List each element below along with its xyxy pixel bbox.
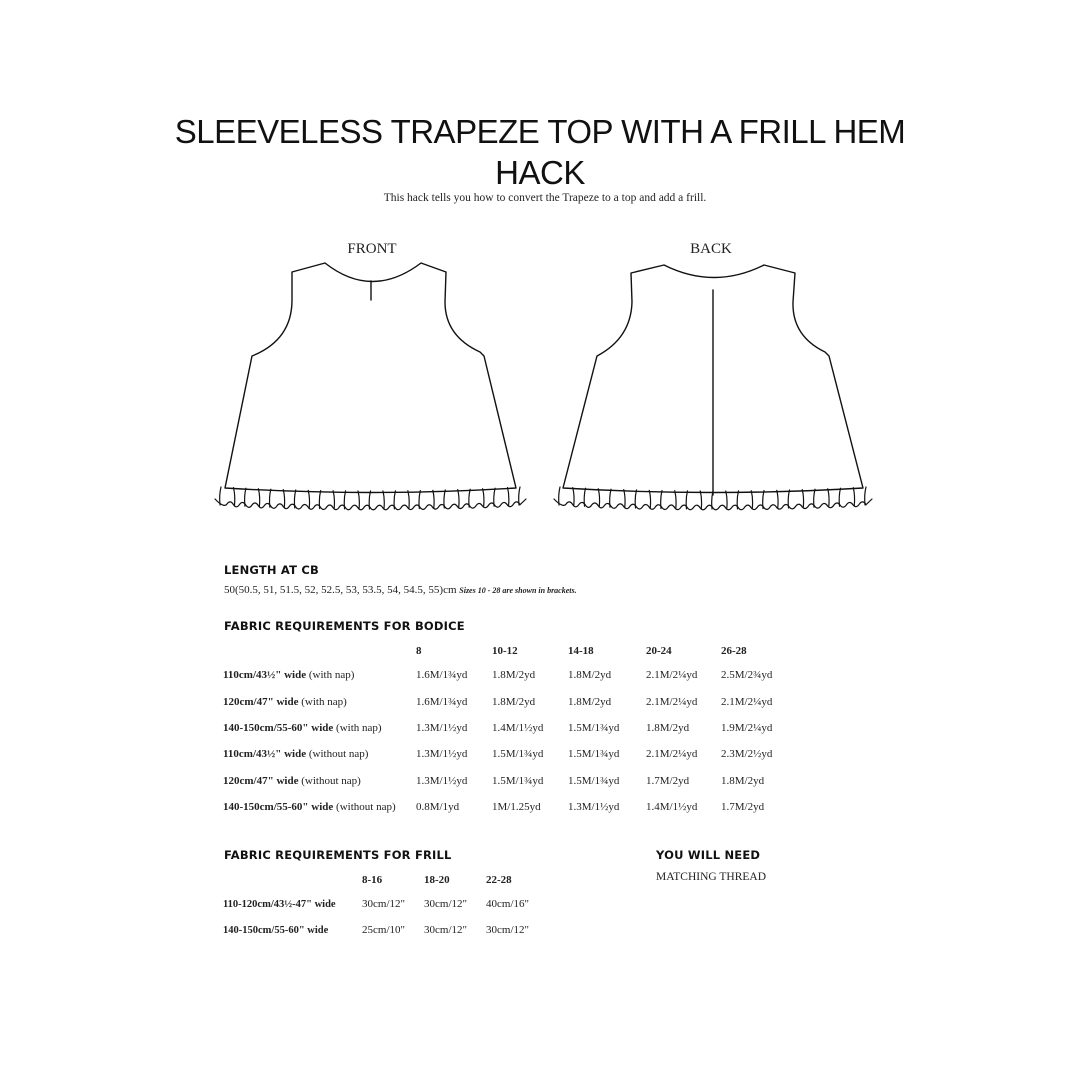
table-cell: 40cm/16" bbox=[486, 898, 529, 910]
bodice-header-blank bbox=[223, 640, 416, 662]
table-cell: 1.7M/2yd bbox=[721, 801, 765, 814]
table-cell: 1.8M/2yd bbox=[492, 695, 536, 708]
subtitle: This hack tells you how to convert the Trapeze to a top and add a frill. bbox=[383, 192, 707, 204]
table-cell: 1.5M/1¾yd bbox=[568, 721, 620, 734]
fabric-width: 120cm/47" wide bbox=[223, 774, 299, 787]
bodice-col-header: 14-18 bbox=[568, 645, 594, 657]
table-cell: 2.1M/2¼yd bbox=[646, 669, 698, 682]
table-cell: 2.1M/2¼yd bbox=[721, 695, 773, 708]
front-view-label: FRONT bbox=[347, 241, 397, 257]
bodice-table bbox=[223, 640, 791, 820]
table-cell: 25cm/10" bbox=[362, 924, 405, 936]
table-cell: 30cm/12" bbox=[362, 898, 405, 910]
row-label bbox=[223, 741, 416, 767]
frill-header-row bbox=[223, 869, 546, 891]
table-row bbox=[223, 688, 791, 714]
table-row bbox=[223, 891, 546, 917]
row-label bbox=[223, 768, 416, 794]
table-cell: 30cm/12" bbox=[486, 924, 529, 936]
frill-col-header: 8-16 bbox=[362, 874, 383, 886]
table-cell: 1.3M/1½yd bbox=[416, 748, 468, 761]
table-row bbox=[223, 662, 791, 688]
table-row bbox=[223, 768, 791, 794]
row-label: 110-120cm/43½-47" wide bbox=[223, 898, 336, 910]
table-cell: 30cm/12" bbox=[424, 924, 467, 936]
table-cell: 2.1M/2¼yd bbox=[646, 695, 698, 708]
table-cell: 1.8M/2yd bbox=[646, 721, 690, 734]
you-will-need-item: MATCHING THREAD bbox=[656, 871, 766, 883]
bodice-heading: FABRIC REQUIREMENTS FOR BODICE bbox=[224, 619, 465, 633]
fabric-width: 140-150cm/55-60" wide bbox=[223, 801, 334, 814]
nap-note: (with nap) bbox=[298, 695, 347, 708]
fabric-width: 110cm/43½" wide bbox=[223, 748, 307, 761]
table-cell: 30cm/12" bbox=[424, 898, 467, 910]
table-cell: 2.3M/2½yd bbox=[721, 748, 773, 761]
row-label bbox=[223, 715, 416, 741]
table-cell: 1.6M/1¾yd bbox=[416, 669, 468, 682]
nap-note: (without nap) bbox=[298, 774, 361, 787]
length-row bbox=[224, 584, 577, 596]
bodice-header-row bbox=[223, 640, 791, 662]
table-cell: 1.9M/2¼yd bbox=[721, 721, 773, 734]
title-line-1: SLEEVELESS TRAPEZE TOP WITH A FRILL HEM bbox=[174, 113, 906, 150]
title-line-2: HACK bbox=[495, 154, 585, 191]
length-heading: LENGTH AT CB bbox=[224, 563, 319, 577]
table-cell: 1.5M/1¾yd bbox=[568, 748, 620, 761]
table-cell: 1.8M/2yd bbox=[568, 669, 612, 682]
table-cell: 1.8M/2yd bbox=[492, 669, 536, 682]
table-cell: 1.5M/1¾yd bbox=[492, 774, 544, 787]
table-cell: 1.7M/2yd bbox=[646, 774, 690, 787]
table-row bbox=[223, 794, 791, 820]
frill-table bbox=[223, 869, 546, 943]
table-cell: 2.5M/2¾yd bbox=[721, 669, 773, 682]
table-cell: 1.3M/1½yd bbox=[416, 774, 468, 787]
table-cell: 1.6M/1¾yd bbox=[416, 695, 468, 708]
nap-note: (without nap) bbox=[306, 748, 369, 761]
fabric-width: 140-150cm/55-60" wide bbox=[223, 721, 334, 734]
nap-note: (with nap) bbox=[333, 721, 382, 734]
table-row bbox=[223, 715, 791, 741]
frill-col-header: 22-28 bbox=[486, 874, 512, 886]
frill-col-header: 18-20 bbox=[424, 874, 450, 886]
row-label: 140-150cm/55-60" wide bbox=[223, 924, 329, 936]
table-cell: 1.8M/2yd bbox=[721, 774, 765, 787]
table-cell: 1.3M/1½yd bbox=[568, 801, 620, 814]
nap-note: (with nap) bbox=[306, 669, 355, 682]
bodice-col-header: 26-28 bbox=[721, 645, 747, 657]
bodice-col-header: 20-24 bbox=[646, 645, 672, 657]
frill-heading: FABRIC REQUIREMENTS FOR FRILL bbox=[224, 848, 452, 862]
table-cell: 1.3M/1½yd bbox=[416, 721, 468, 734]
row-label bbox=[223, 794, 416, 820]
table-cell: 1.8M/2yd bbox=[568, 695, 612, 708]
table-row bbox=[223, 741, 791, 767]
table-cell: 1.4M/1½yd bbox=[646, 801, 698, 814]
back-view-label: BACK bbox=[690, 241, 732, 257]
nap-note: (without nap) bbox=[333, 801, 396, 814]
table-cell: 1.5M/1¾yd bbox=[492, 748, 544, 761]
row-label bbox=[223, 688, 416, 714]
fabric-width: 120cm/47" wide bbox=[223, 695, 299, 708]
fabric-width: 110cm/43½" wide bbox=[223, 669, 307, 682]
you-will-need-heading: YOU WILL NEED bbox=[656, 848, 761, 862]
table-cell: 2.1M/2¼yd bbox=[646, 748, 698, 761]
table-cell: 0.8M/1yd bbox=[416, 801, 460, 814]
length-note: Sizes 10 - 28 are shown in brackets. bbox=[459, 586, 577, 595]
table-cell: 1.4M/1½yd bbox=[492, 721, 544, 734]
table-cell: 1.5M/1¾yd bbox=[568, 774, 620, 787]
table-row bbox=[223, 917, 546, 943]
bodice-col-header: 8 bbox=[416, 645, 422, 657]
row-label bbox=[223, 662, 416, 688]
table-cell: 1M/1.25yd bbox=[492, 801, 541, 814]
bodice-col-header: 10-12 bbox=[492, 645, 518, 657]
length-value: 50(50.5, 51, 51.5, 52, 52.5, 53, 53.5, 54, 54.5, 55)cm bbox=[224, 584, 457, 596]
frill-header-blank bbox=[223, 869, 362, 891]
